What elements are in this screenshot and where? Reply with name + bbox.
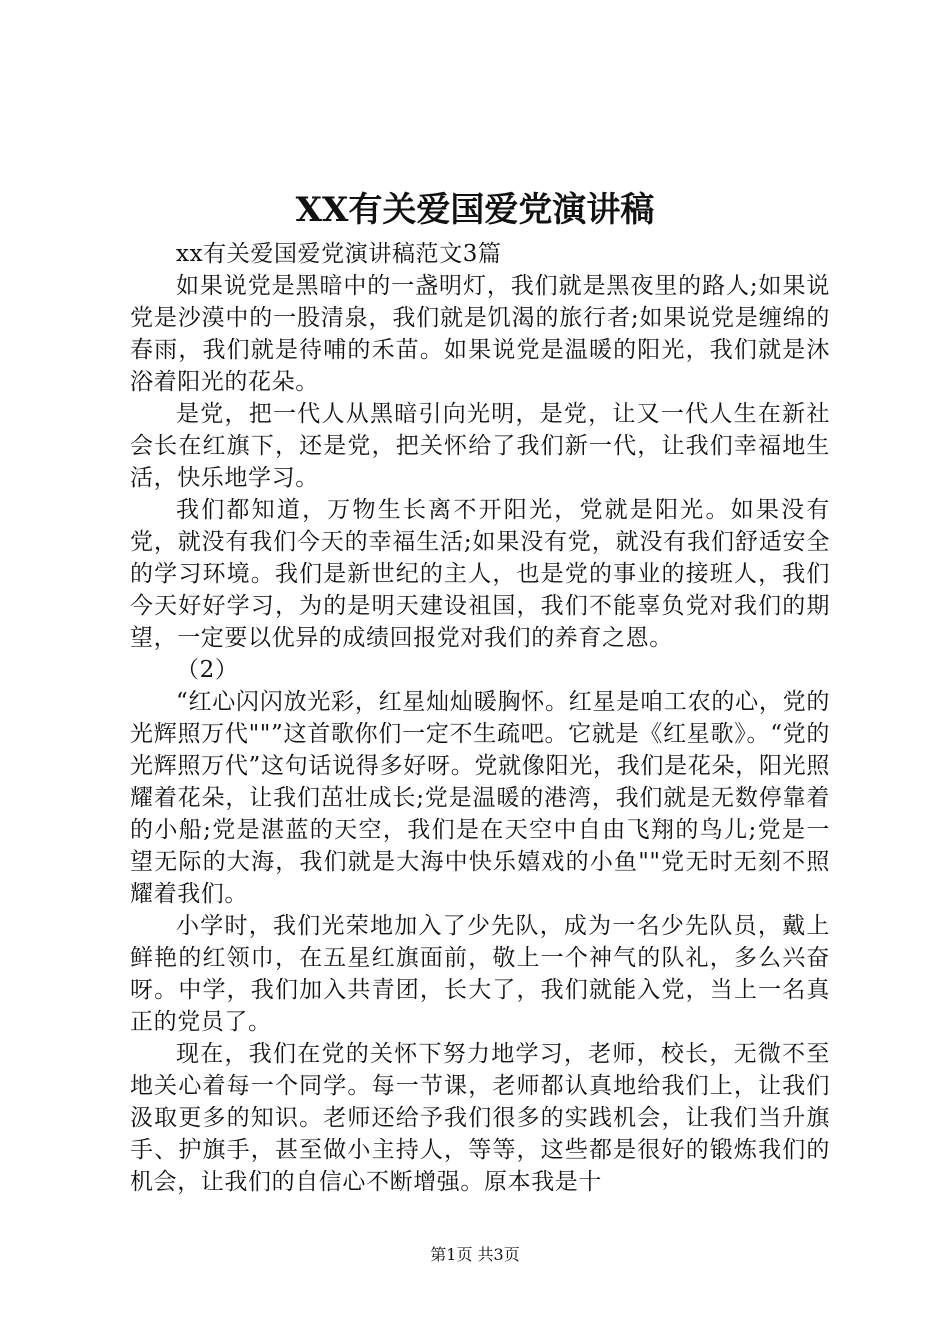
paragraph: 我们都知道，万物生长离不开阳光，党就是阳光。如果没有党，就没有我们今天的幸福生活;如果没有党，就没有我们舒适安全的学习环境。我们是新世纪的主人，也是党的事业的接班人，我们今天好好学习，为的是明天建设祖国，我们不能辜负党对我们的期望，一定要以优异的成绩回报党对我们的养育之恩。 — [130, 497, 830, 651]
document-body — [130, 238, 830, 1198]
section-number: （2） — [176, 657, 239, 683]
paragraph: 是党，把一代人从黑暗引向光明，是党，让又一代人生在新社会长在红旗下，还是党，把关怀给了我们新一代，让我们幸福地生活，快乐地学习。 — [130, 401, 830, 491]
paragraph: 现在，我们在党的关怀下努力地学习，老师，校长，无微不至地关心着每一个同学。每一节课，老师都认真地给我们上，让我们汲取更多的知识。老师还给予我们很多的实践机会，让我们当升旗手、护旗手，甚至做小主持人，等等，这些都是很好的锻炼我们的机会，让我们的自信心不断增强。原本我是十 — [130, 1041, 830, 1195]
paragraph: 小学时，我们光荣地加入了少先队，成为一名少先队员，戴上鲜艳的红领巾，在五星红旗面前，敬上一个神气的队礼，多么兴奋呀。中学，我们加入共青团，长大了，我们就能入党，当上一名真正的党员了。 — [130, 913, 830, 1035]
page-footer: 第1页 共3页 — [430, 1245, 520, 1264]
paragraph: “红心闪闪放光彩，红星灿灿暖胸怀。红星是咱工农的心，党的光辉照万代""”这首歌你们一定不生疏吧。它就是《红星歌》。“党的光辉照万代”这句话说得多好呀。党就像阳光，我们是花朵，阳光照耀着花朵，让我们茁壮成长;党是温暖的港湾，我们就是无数停靠着的小船;党是湛蓝的天空，我们是在天空中自由飞翔的鸟儿;党是一望无际的大海，我们就是大海中快乐嬉戏的小鱼""党无时无刻不照耀着我们。 — [130, 689, 830, 907]
page-title: XX有关爱国爱党演讲稿 — [295, 190, 655, 230]
subtitle-line: xx有关爱国爱党演讲稿范文3篇 — [176, 241, 502, 267]
paragraph: 如果说党是黑暗中的一盏明灯，我们就是黑夜里的路人;如果说党是沙漠中的一股清泉，我们就是饥渴的旅行者;如果说党是缠绵的春雨，我们就是待哺的禾苗。如果说党是温暖的阳光，我们就是沐浴着阳光的花朵。 — [130, 273, 830, 395]
